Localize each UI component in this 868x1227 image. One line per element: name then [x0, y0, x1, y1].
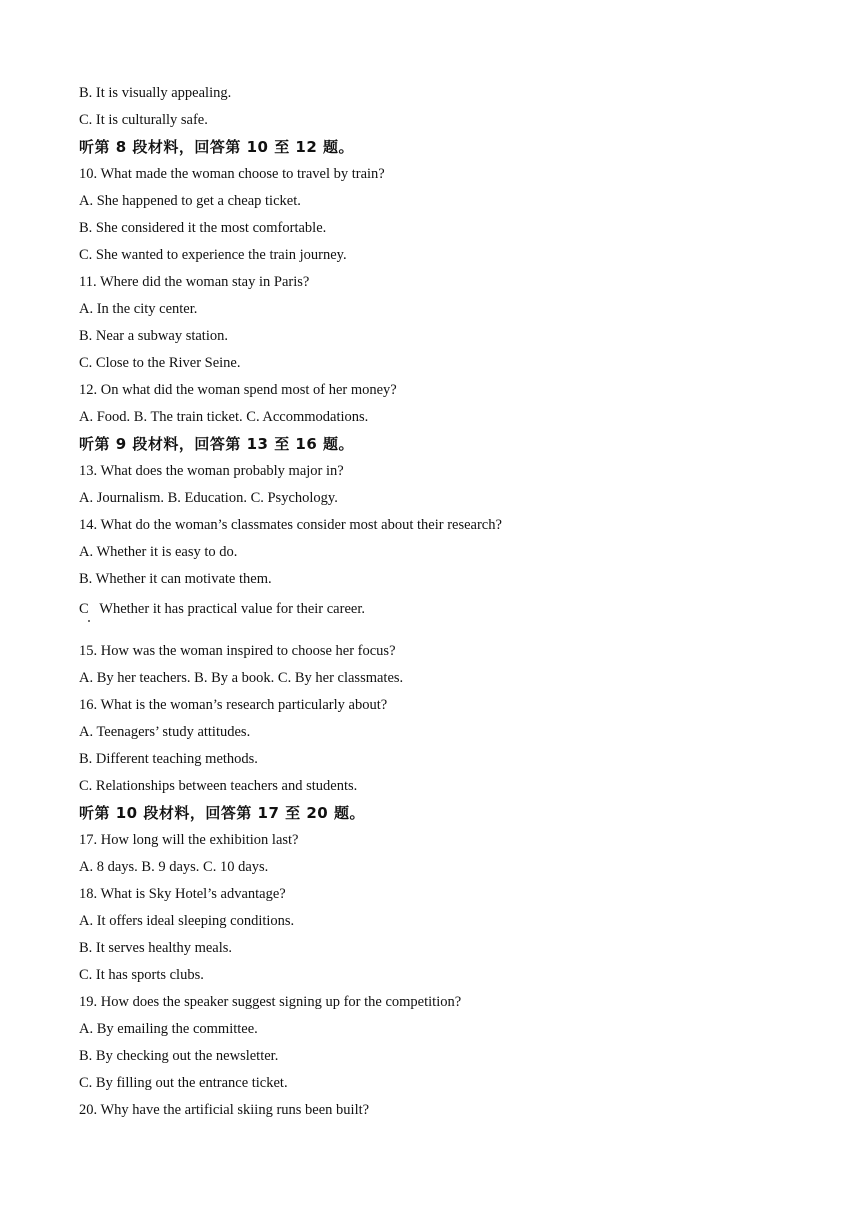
- question-14: 14. What do the woman’s classmates consider most about their research?: [79, 517, 502, 533]
- option-c-q19: C. By filling out the entrance ticket.: [79, 1075, 288, 1091]
- question-10: 10. What made the woman choose to travel by train?: [79, 166, 385, 182]
- question-20: 20. Why have the artificial skiing runs been built?: [79, 1102, 370, 1118]
- option-c-q11: C. Close to the River Seine.: [79, 355, 241, 371]
- option-b-q14: B. Whether it can motivate them.: [79, 571, 272, 587]
- option-c-q16: C. Relationships between teachers and students.: [79, 778, 358, 794]
- option-a-q18: A. It offers ideal sleeping conditions.: [79, 913, 295, 929]
- options-q12: A. Food. B. The train ticket. C. Accommodations.: [79, 409, 369, 425]
- options-q15: A. By her teachers. B. By a book. C. By her classmates.: [79, 670, 404, 686]
- option-a-q16: A. Teenagers’ study attitudes.: [79, 724, 251, 740]
- option-c-q9: C. It is culturally safe.: [79, 112, 208, 128]
- option-a-q19: A. By emailing the committee.: [79, 1021, 258, 1037]
- question-17: 17. How long will the exhibition last?: [79, 832, 299, 848]
- option-a-q11: A. In the city center.: [79, 301, 198, 317]
- question-18: 18. What is Sky Hotel’s advantage?: [79, 886, 286, 902]
- option-a-q10: A. She happened to get a cheap ticket.: [79, 193, 301, 209]
- section-heading-10: 听第 10 段材料，回答第 17 至 20 题。: [79, 804, 365, 822]
- option-b-q11: B. Near a subway station.: [79, 328, 228, 344]
- question-11: 11. Where did the woman stay in Paris?: [79, 274, 310, 290]
- options-q13: A. Journalism. B. Education. C. Psychology.: [79, 490, 338, 506]
- option-c-q18: C. It has sports clubs.: [79, 967, 204, 983]
- option-b-q19: B. By checking out the newsletter.: [79, 1048, 279, 1064]
- options-q17: A. 8 days. B. 9 days. C. 10 days.: [79, 859, 269, 875]
- option-b-q18: B. It serves healthy meals.: [79, 940, 233, 956]
- section-heading-9: 听第 9 段材料，回答第 13 至 16 题。: [79, 435, 355, 453]
- option-a-q14: A. Whether it is easy to do.: [79, 544, 238, 560]
- stray-dot-mark: [88, 620, 90, 622]
- question-19: 19. How does the speaker suggest signing up for the competition?: [79, 994, 462, 1010]
- question-15: 15. How was the woman inspired to choose her focus?: [79, 643, 396, 659]
- option-c-q10: C. She wanted to experience the train journey.: [79, 247, 347, 263]
- question-16: 16. What is the woman’s research particularly about?: [79, 697, 388, 713]
- option-b-q16: B. Different teaching methods.: [79, 751, 258, 767]
- option-c-q14: C Whether it has practical value for their career.: [79, 601, 365, 617]
- question-13: 13. What does the woman probably major in?: [79, 463, 344, 479]
- option-b-q10: B. She considered it the most comfortable.: [79, 220, 327, 236]
- question-12: 12. On what did the woman spend most of her money?: [79, 382, 397, 398]
- section-heading-8: 听第 8 段材料，回答第 10 至 12 题。: [79, 138, 355, 156]
- option-b-q9: B. It is visually appealing.: [79, 85, 232, 101]
